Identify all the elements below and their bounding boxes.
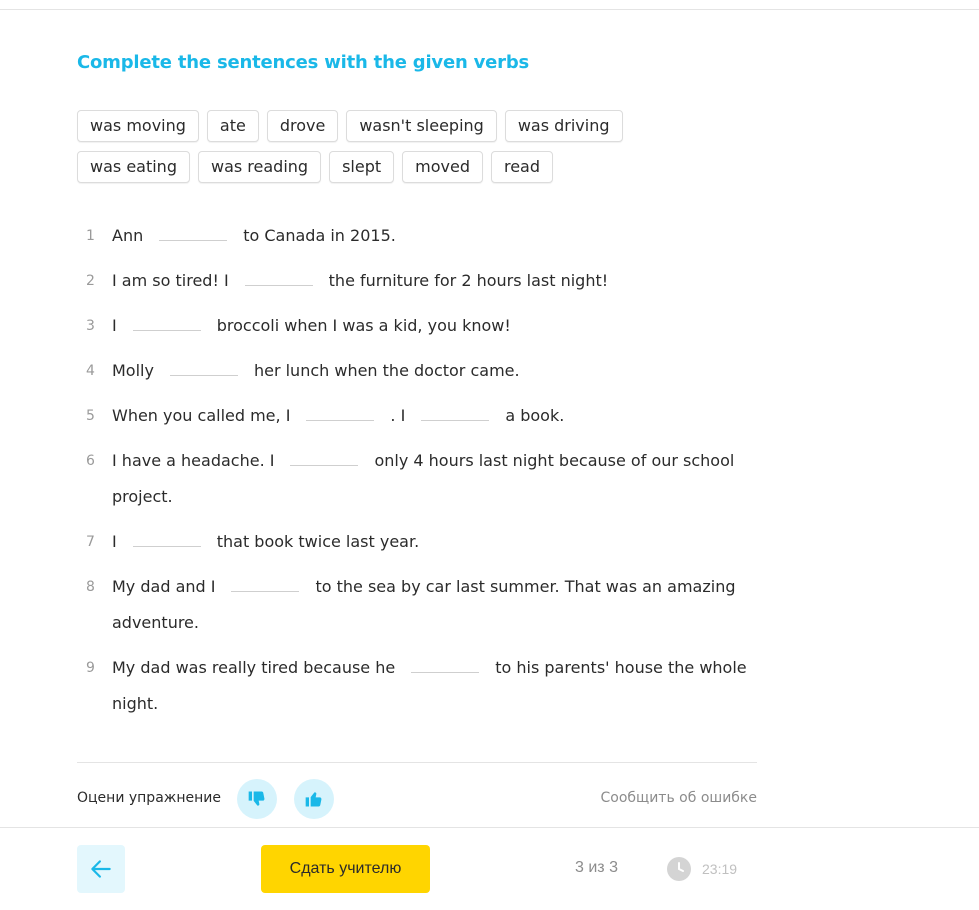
- sentence-text: [112, 218, 757, 254]
- sentence-fragment: that book twice last year.: [216, 532, 420, 551]
- sentence-item: [86, 569, 766, 641]
- sentence-fragment: I: [112, 316, 117, 335]
- sentence-fragment: only 4 hours last night because of our school project.: [112, 451, 735, 506]
- word-chip-was-moving[interactable]: was moving: [77, 110, 199, 142]
- sentence-text: [112, 650, 757, 722]
- sentence-item: [86, 650, 766, 722]
- thumbs-up-icon: [304, 789, 324, 809]
- sentence-fragment: I: [112, 532, 117, 551]
- report-error-link[interactable]: Сообщить об ошибке: [600, 790, 757, 806]
- rating-divider: [77, 762, 757, 763]
- sentence-fragment: to his parents' house the whole night.: [112, 658, 747, 713]
- word-bank-row: [77, 110, 697, 142]
- sentence-text: [112, 443, 757, 515]
- clock-hands-icon: [667, 857, 691, 881]
- answer-blank[interactable]: [306, 399, 374, 421]
- sentence-number: 4: [86, 363, 95, 379]
- sentence-fragment: I am so tired! I: [112, 271, 229, 290]
- footer-divider: [0, 827, 979, 828]
- answer-blank[interactable]: [245, 264, 313, 286]
- word-chip-was-reading[interactable]: was reading: [198, 151, 321, 183]
- sentence-item: [86, 308, 766, 344]
- sentence-number: 3: [86, 318, 95, 334]
- answer-blank[interactable]: [290, 444, 358, 466]
- thumbs-down-icon: [247, 789, 267, 809]
- exercise-title: Complete the sentences with the given verbs: [77, 52, 530, 73]
- sentence-fragment: My dad was really tired because he: [112, 658, 396, 677]
- submit-to-teacher-button[interactable]: Сдать учителю: [261, 845, 430, 893]
- sentence-number: 7: [86, 534, 95, 550]
- sentence-fragment: Molly: [112, 361, 154, 380]
- sentence-text: [112, 308, 757, 344]
- word-chip-was-driving[interactable]: was driving: [505, 110, 623, 142]
- answer-blank[interactable]: [421, 399, 489, 421]
- sentence-text: [112, 353, 757, 389]
- top-divider: [0, 9, 979, 10]
- sentence-number: 5: [86, 408, 95, 424]
- word-bank-row: [77, 151, 697, 183]
- word-chip-read[interactable]: read: [491, 151, 553, 183]
- answer-blank[interactable]: [170, 354, 238, 376]
- sentence-fragment: When you called me, I: [112, 406, 291, 425]
- sentence-fragment: Ann: [112, 226, 144, 245]
- sentence-fragment: to the sea by car last summer. That was an amazing adventure.: [112, 577, 736, 632]
- word-chip-wasnt-sleeping[interactable]: wasn't sleeping: [346, 110, 497, 142]
- sentence-text: [112, 398, 757, 434]
- sentence-fragment: I have a headache. I: [112, 451, 275, 470]
- sentence-item: [86, 443, 766, 515]
- sentence-number: 2: [86, 273, 95, 289]
- sentence-item: [86, 353, 766, 389]
- sentence-item: [86, 398, 766, 434]
- sentence-fragment: . I: [390, 406, 406, 425]
- sentence-text: [112, 569, 757, 641]
- word-chip-drove[interactable]: drove: [267, 110, 338, 142]
- sentence-fragment: a book.: [505, 406, 565, 425]
- sentence-item: [86, 218, 766, 254]
- answer-blank[interactable]: [411, 651, 479, 673]
- sentence-text: [112, 263, 757, 299]
- word-chip-was-eating[interactable]: was eating: [77, 151, 190, 183]
- page-progress: 3 из 3: [575, 859, 618, 876]
- sentence-fragment: broccoli when I was a kid, you know!: [216, 316, 511, 335]
- word-chip-slept[interactable]: slept: [329, 151, 394, 183]
- sentence-fragment: the furniture for 2 hours last night!: [328, 271, 609, 290]
- sentence-fragment: My dad and I: [112, 577, 216, 596]
- sentence-text: [112, 524, 757, 560]
- sentence-number: 9: [86, 660, 95, 676]
- sentence-number: 8: [86, 579, 95, 595]
- back-button[interactable]: [77, 845, 125, 893]
- sentence-list: [86, 218, 766, 731]
- word-chip-moved[interactable]: moved: [402, 151, 483, 183]
- rate-exercise-label: Оцени упражнение: [77, 790, 222, 806]
- sentence-fragment: her lunch when the doctor came.: [253, 361, 520, 380]
- sentence-number: 1: [86, 228, 95, 244]
- word-bank: [77, 110, 697, 192]
- timer: 23:19: [702, 861, 738, 877]
- answer-blank[interactable]: [159, 219, 227, 241]
- sentence-number: 6: [86, 453, 95, 469]
- answer-blank[interactable]: [231, 570, 299, 592]
- sentence-item: [86, 524, 766, 560]
- word-chip-ate[interactable]: ate: [207, 110, 259, 142]
- answer-blank[interactable]: [133, 525, 201, 547]
- like-button[interactable]: [294, 779, 334, 819]
- dislike-button[interactable]: [237, 779, 277, 819]
- sentence-fragment: to Canada in 2015.: [243, 226, 396, 245]
- clock-icon: [667, 857, 691, 881]
- sentence-item: [86, 263, 766, 299]
- answer-blank[interactable]: [133, 309, 201, 331]
- arrow-left-icon: [88, 856, 114, 882]
